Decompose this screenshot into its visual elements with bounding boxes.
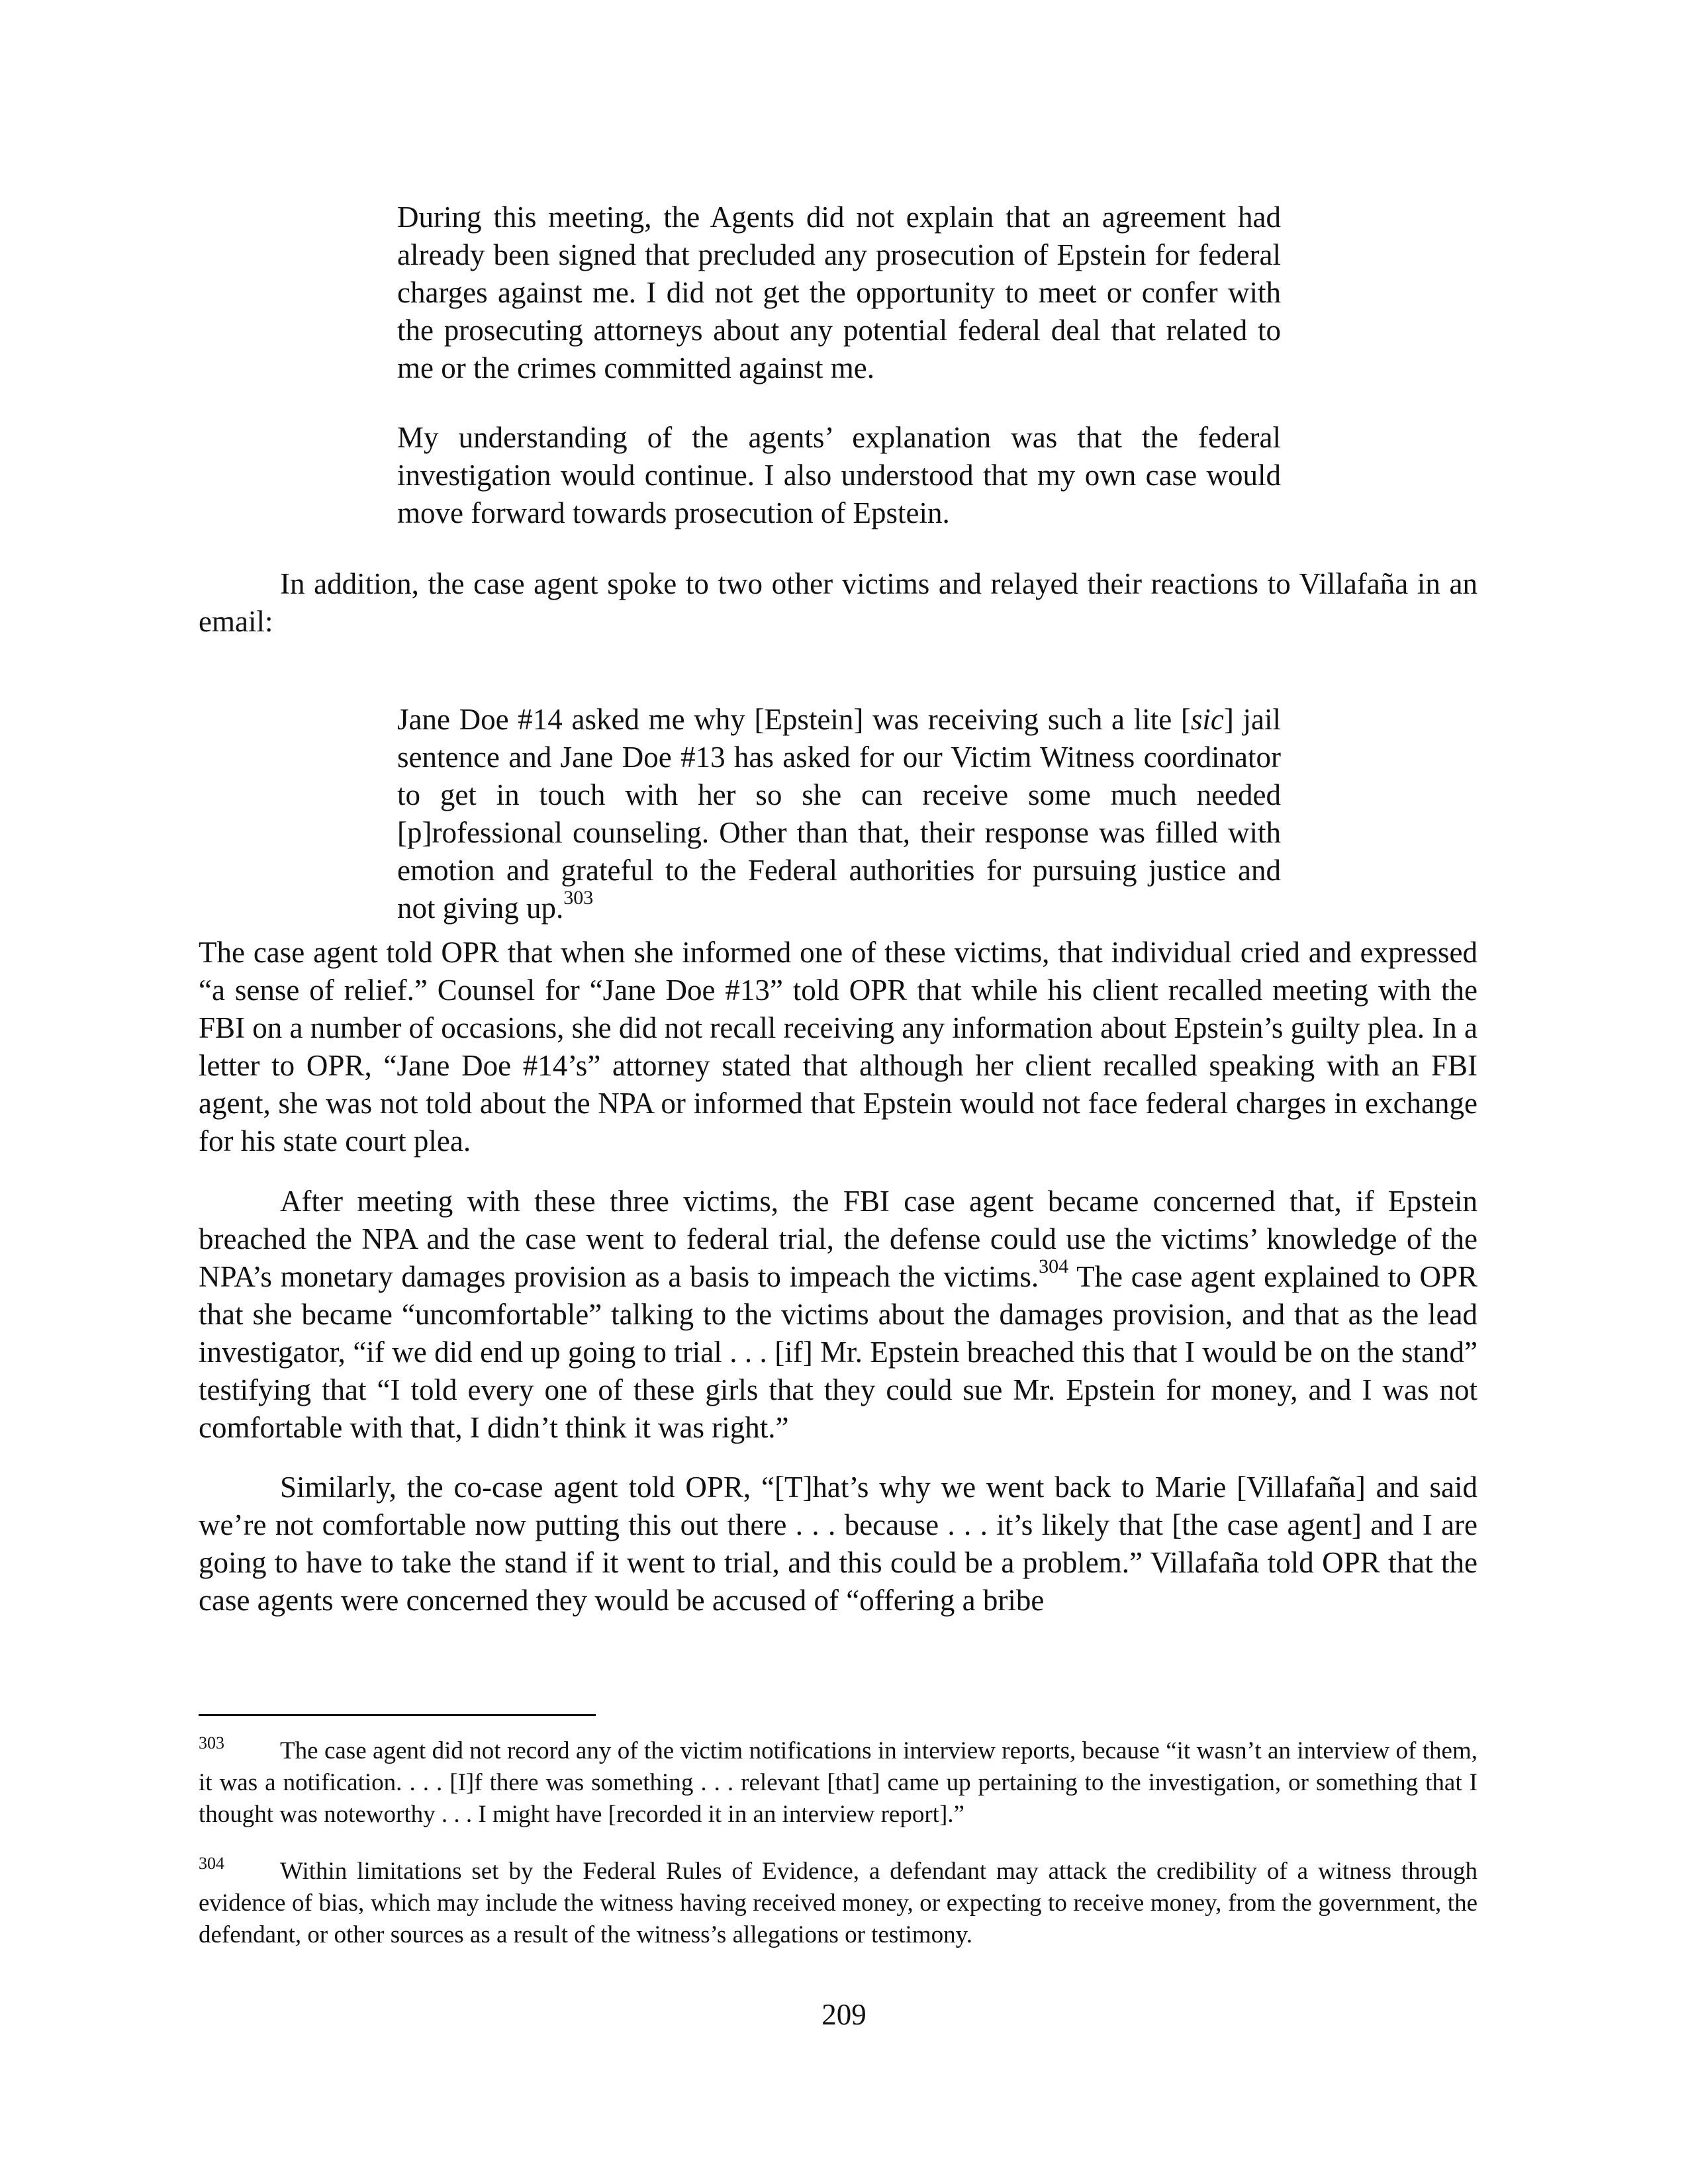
block-quote-email [397,701,1281,927]
footnote [199,1727,1477,1831]
sic-marker: sic [1190,703,1224,736]
body-paragraph: In addition, the case agent spoke to two other victims and relayed their reactions to Villafaña in an email: [199,567,1477,638]
footnote-reference: 303 [563,887,594,909]
footnote-number: 303 [199,1733,224,1752]
footnote-text: Within limitations set by the Federal Rules of Evidence, a defendant may attack the credibility of a witness through evidence of bias, which may include the witness having received money, or expecting to receive money, from the government, the defendant, or other sources as a result of the witness’s allegations or testimony. [199,1858,1477,1948]
body-paragraph: Similarly, the co-case agent told OPR, “[T]hat’s why we went back to Marie [Villafaña] and said we’re not comfortable now putting this out there . . . because . . . it’s likely that [the case agent] and I are going to have to take the stand if it went to trial, and this could be a problem.” Villafaña told OPR that the case agents were concerned they would be accused of “offering a bribe [199,1471,1477,1617]
quote-text: Jane Doe #14 asked me why [Epstein] was receiving such a lite [ [397,703,1191,736]
footnote-reference: 304 [1039,1255,1069,1277]
block-quote-paragraph: During this meeting, the Agents did not explain that an agreement had already been signed that precluded any prosecution of Epstein for federal charges against me. I did not get the opportunity to meet or confer with the prosecuting attorneys about any potential federal deal that related to me or the crimes committed against me. [397,201,1281,385]
footnote-number: 304 [199,1854,224,1873]
body-paragraph [199,1183,1477,1447]
block-quote-paragraph: My understanding of the agents’ explanation was that the federal investigation would continue. I also understood that my own case would move forward towards prosecution of Epstein. [397,421,1281,529]
footnote-text: The case agent did not record any of the victim notifications in interview reports, because “it wasn’t an interview of them, it was a notification. . . . [I]f there was something . . . relevant [that] came up pertaining to the investigation, or something that I thought was noteworthy . . . I might have [recorded it in an interview report].” [199,1737,1477,1828]
body-paragraph: The case agent told OPR that when she informed one of these victims, that individual cried and expressed “a sense of relief.” Counsel for “Jane Doe #13” told OPR that while his client recalled meeting with the FBI on a number of occasions, she did not recall receiving any information about Epstein’s guilty plea. In a letter to OPR, “Jane Doe #14’s” attorney stated that although her client recalled speaking with an FBI agent, she was not told about the NPA or informed that Epstein would not face federal charges in exchange for his state court plea. [199,936,1478,1158]
paragraph-text: The case agent explained to OPR that she became “uncomfortable” talking to the victims about the damages provision, and that as the lead investigator, “if we did end up going to trial . . . [if] Mr. Epstein breached this that I would be on the stand” testifying that “I told every one of these girls that they could sue Mr. Epstein for money, and I was not comfortable with that, I didn’t think it was right.” [199,1260,1477,1444]
page-number: 209 [821,1998,867,2031]
paragraph-text: After meeting with these three victims, the FBI case agent became concerned that, if Epstein breached the NPA and the case went to federal trial, the defense could use the victims’ knowledge of the NPA’s monetary damages provision as a basis to impeach the victims. [199,1185,1477,1293]
footnote [199,1848,1477,1951]
footnote-divider [199,1714,596,1716]
quote-text: ] jail sentence and Jane Doe #13 has asked for our Victim Witness coordinator to get in touch with her so she can receive some much needed [p]rofessional counseling. Other than that, their response was filled with emotion and grateful to the Federal authorities for pursuing justice and not giving up. [397,703,1281,925]
